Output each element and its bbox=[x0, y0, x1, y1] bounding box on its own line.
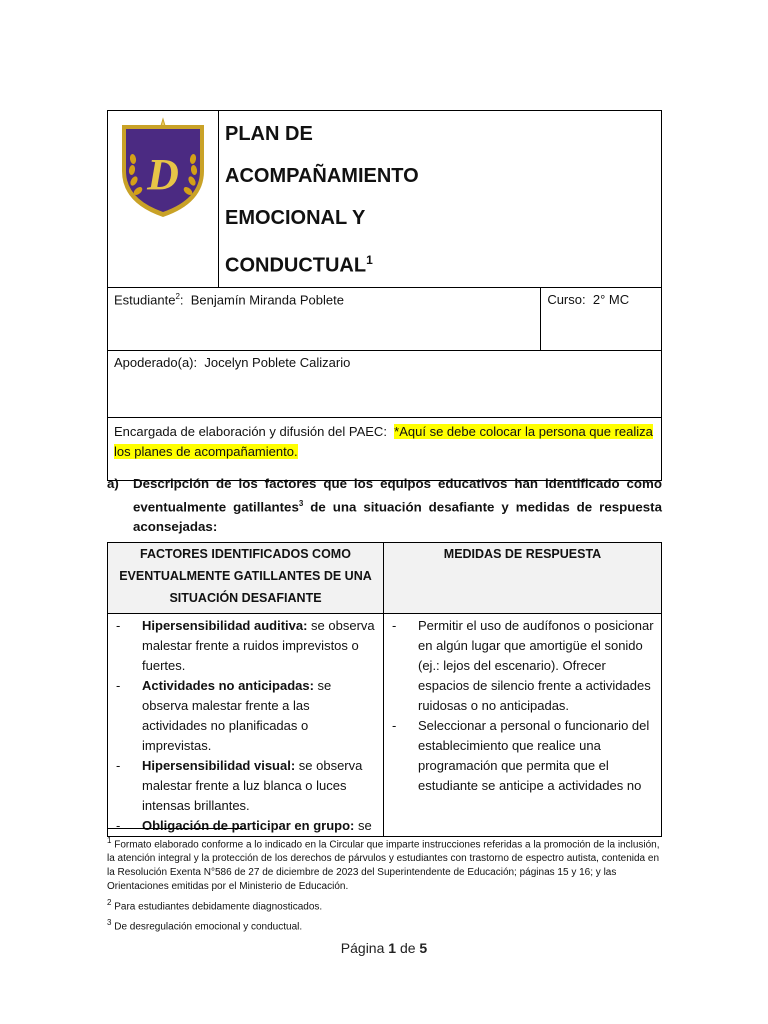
crest-letter: D bbox=[147, 150, 179, 199]
list-item: - Actividades no anticipadas: se observa malestar frente a las actividades no planificadas o imprevistas. bbox=[114, 676, 377, 756]
student-footnote-ref: 2 bbox=[175, 291, 180, 301]
section-a-marker: a) bbox=[107, 476, 119, 491]
section-a bbox=[107, 474, 662, 537]
title-footnote-ref: 1 bbox=[366, 253, 373, 267]
factors-table bbox=[107, 542, 662, 837]
school-crest-icon bbox=[108, 111, 218, 279]
guardian-label: Apoderado(a): bbox=[114, 354, 198, 370]
title-cell bbox=[219, 111, 662, 288]
section-a-footnote-ref: 3 bbox=[298, 499, 304, 508]
responsible-note: *Aquí se debe colocar la persona que realiza los planes de acompañamiento. bbox=[114, 423, 653, 459]
list-item: - Obligación de participar en grupo: se bbox=[114, 816, 377, 836]
title-line-4: CONDUCTUAL$^1$ bbox=[225, 253, 373, 277]
page-number: Página 1 de 5 bbox=[340, 940, 428, 956]
course-label: Curso: bbox=[547, 291, 586, 307]
footnote-2: $^2$ Para estudiantes debidamente diagnosticados. bbox=[107, 898, 323, 913]
student-label: Estudiante bbox=[114, 291, 176, 307]
section-a-text: Descripción de los factores que los equipos educativos han identificado como eventualmente gatillantes$^3$ de una situación desafiante y medidas de respuesta aconsejadas: bbox=[133, 476, 662, 535]
factors-list bbox=[114, 616, 377, 836]
footnote-3: $^3$ De desregulación emocional y conductual. bbox=[107, 918, 303, 933]
measures-list bbox=[390, 616, 655, 796]
list-item: - Hipersensibilidad auditiva: se observa malestar frente a ruidos imprevistos o fuertes. bbox=[114, 616, 377, 676]
title-line-3: EMOCIONAL Y bbox=[225, 207, 366, 229]
measures-header: MEDIDAS DE RESPUESTA bbox=[384, 543, 662, 614]
measures-cell bbox=[384, 614, 662, 837]
title-line-2: ACOMPAÑAMIENTO bbox=[225, 165, 419, 187]
factors-cell bbox=[108, 614, 384, 837]
responsible-label: Encargada de elaboración y difusión del PAEC: bbox=[114, 423, 387, 439]
responsible-cell bbox=[108, 417, 662, 480]
header-table bbox=[107, 110, 662, 481]
student-cell: Estudiante$^2$: Benjamín Miranda Poblete bbox=[108, 287, 541, 350]
title-line-1: PLAN DE bbox=[225, 123, 313, 145]
list-item: - Hipersensibilidad visual: se observa malestar frente a luz blanca o luces intensas brillantes. bbox=[114, 756, 377, 816]
list-item: - Permitir el uso de audífonos o posicionar en algún lugar que amortigüe el sonido (ej.: lejos del escenario). Ofrecer espacios de silencio frente a actividades ruidosas o no anticipadas. bbox=[390, 616, 655, 716]
footnote-1: $^1$ Formato elaborado conforme a lo indicado en la Circular que imparte instrucciones referidas a la promoción de la inclusión, la atención integral y la protección de los derechos de párvulos y estudiantes con trastorno de espectro autista, contenida en la Resolución Exenta N°586 de 27 de diciembre de 2023 del Superintendente de Educación; páginas 15 y 16; y las Orientaciones emitidas por el Ministerio de Educación. bbox=[107, 836, 660, 893]
student-value: Benjamín Miranda Poblete bbox=[190, 291, 344, 307]
course-cell bbox=[541, 287, 662, 350]
footnote-separator bbox=[107, 828, 245, 829]
factors-header: FACTORES IDENTIFICADOS COMO EVENTUALMENTE GATILLANTES DE UNA SITUACIÓN DESAFIANTE bbox=[108, 543, 384, 614]
list-item: - Seleccionar a personal o funcionario del establecimiento que realice una programación que permita que el estudiante se anticipe a actividades no bbox=[390, 716, 655, 796]
guardian-cell bbox=[108, 350, 662, 417]
guardian-value: Jocelyn Poblete Calizario bbox=[204, 354, 351, 370]
logo-cell bbox=[108, 111, 219, 288]
course-value: 2° MC bbox=[592, 291, 630, 307]
